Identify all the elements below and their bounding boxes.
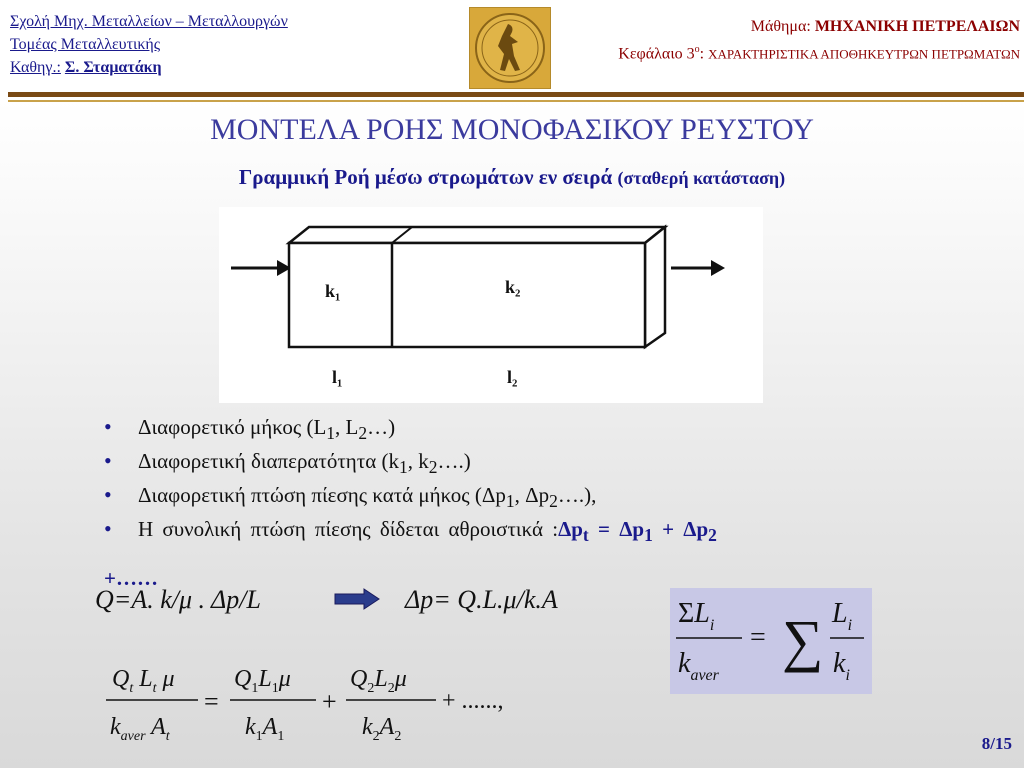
implies-arrow-icon — [334, 588, 380, 615]
label-l2: l₂ — [507, 367, 518, 387]
chapter-prefix: Κεφάλαιο 3 — [618, 45, 695, 63]
bullet-dot-icon: • — [104, 414, 112, 439]
bullet-item — [104, 410, 964, 444]
bullet-sub: 2 — [358, 423, 368, 444]
bullet-item-total-pressure — [104, 512, 964, 552]
header-course-block — [618, 15, 1020, 65]
darcy-equation: Q=A. k/μ . Δp/L — [95, 585, 261, 614]
bullet-sub: 2 — [428, 457, 438, 478]
diagram-svg — [219, 207, 763, 403]
header-rule-thin — [8, 100, 1024, 102]
bullet-dot-icon: • — [104, 516, 112, 541]
svg-text:kaver: $k_{aver}$ — [678, 648, 719, 684]
label-k2: k₂ — [505, 277, 521, 297]
bullet-text: Η συνολική πτώση πίεσης δίδεται αθροιστικά : — [138, 517, 559, 541]
bullet-text: Διαφορετικό μήκος (L — [138, 415, 327, 439]
dp-plus: + Δp — [652, 517, 709, 541]
svg-text:ΣLi: $\Sigma L_i$ — [678, 598, 715, 634]
header-rule-thick — [8, 92, 1024, 97]
bullet-text: Διαφορετική διαπερατότητα (k — [138, 449, 399, 473]
school-name: Σχολή Μηχ. Μεταλλείων – Μεταλλουργών — [10, 13, 288, 30]
bullet-end: ….), — [557, 483, 597, 507]
professor-name: Σ. Σταματάκη — [64, 59, 162, 76]
bullet-mid: , L — [335, 415, 359, 439]
series-flow-formula — [100, 656, 540, 757]
bullet-sub: 1 — [398, 457, 408, 478]
course-line — [618, 15, 1020, 38]
svg-text:ki: $k_i$ — [833, 648, 850, 684]
chapter-sup: ο — [694, 44, 700, 55]
sum-symbol: ∑ — [782, 608, 824, 673]
series-tail: + ......, — [442, 688, 504, 714]
slide-subtitle — [0, 165, 1024, 190]
chapter-sep: : — [699, 45, 705, 63]
bullet-end: ….) — [437, 449, 471, 473]
slide-title: ΜΟΝΤΕΛΑ ΡΟΗΣ ΜΟΝΟΦΑΣΙΚΟΥ ΡΕΥΣΤΟΥ — [210, 113, 814, 146]
dp-eq: = Δp — [588, 517, 645, 541]
course-prefix: Μάθημα: — [750, 18, 811, 35]
svg-text:Li: $L_i$ — [832, 598, 853, 634]
bullet-mid: , k — [407, 449, 429, 473]
dp-sub-2: 2 — [708, 525, 717, 546]
professor-line — [10, 56, 288, 79]
block-front-face — [289, 243, 645, 347]
inlet-arrow-icon — [231, 260, 291, 276]
bullet-sub: 1 — [505, 491, 515, 512]
dp-sub-t: t — [582, 525, 589, 546]
subtitle-paren: (σταθερή κατάσταση) — [617, 168, 786, 188]
svg-text:Q2L2μ: $Q_2L_2\mu$ — [350, 666, 407, 696]
label-k1: k₁ — [325, 281, 341, 301]
svg-text:k2A2: $k_2A_2$ — [362, 714, 402, 744]
svg-text:Q1L1μ: $Q_1L_1\mu$ — [234, 666, 291, 696]
bullet-dot-icon: • — [104, 448, 112, 473]
dp-sub-1: 1 — [644, 525, 653, 546]
course-name: ΜΗΧΑΝΙΚΗ ΠΕΤΡΕΛΑΙΩΝ — [814, 18, 1020, 35]
series-layers-diagram — [219, 207, 763, 403]
header-institution-block — [10, 10, 288, 79]
university-seal-logo — [469, 7, 551, 89]
svg-text:kaver At: $k_{aver}$ $A_t$ — [110, 714, 170, 744]
dp-symbol: Δp — [558, 517, 583, 541]
pressure-drop-equation: Δp= Q.L.μ/k.A — [405, 585, 558, 614]
seal-figure-icon — [470, 8, 550, 88]
svg-text:k1A1: $k_1A_1$ — [245, 714, 285, 744]
svg-text:+: + — [322, 687, 337, 716]
bullet-end: …) — [367, 415, 396, 439]
dp-total-expression — [558, 517, 717, 546]
bullet-item — [104, 478, 964, 512]
block-top-face — [289, 227, 665, 243]
subtitle-main: Γραμμική Ροή μέσω στρωμάτων εν σειρά — [238, 165, 613, 189]
bullet-sub: 2 — [549, 491, 558, 512]
bullet-sub: 1 — [326, 423, 336, 444]
chapter-name: ΧΑΡΑΚΤΗΡΙΣΤΙΚΑ ΑΠΟΘΗΚΕΥΤΡΩΝ ΠΕΤΡΩΜΑΤΩΝ — [708, 46, 1020, 62]
average-permeability-formula — [670, 588, 872, 694]
svg-text:Qt Lt μ: $Q_t$ $L_t$ μ — [112, 666, 175, 696]
bullet-item — [104, 444, 964, 478]
bullet-dot-icon: • — [104, 482, 112, 507]
dp-continuation: +…… — [104, 566, 158, 590]
svg-text:=: = — [750, 622, 766, 653]
outlet-arrow-icon — [671, 260, 725, 276]
svg-text:=: = — [204, 687, 219, 716]
page-number: 8/15 — [981, 734, 1012, 753]
bullet-text: Διαφορετική πτώση πίεσης κατά μήκος (Δp — [138, 483, 506, 507]
bullet-list — [104, 410, 964, 590]
block-right-face — [645, 227, 665, 347]
department-name: Τομέας Μεταλλευτικής — [10, 36, 161, 53]
label-l1: l₁ — [332, 367, 343, 387]
chapter-line — [618, 38, 1020, 65]
professor-prefix: Καθηγ.: — [10, 59, 61, 76]
bullet-mid: , Δp — [514, 483, 550, 507]
